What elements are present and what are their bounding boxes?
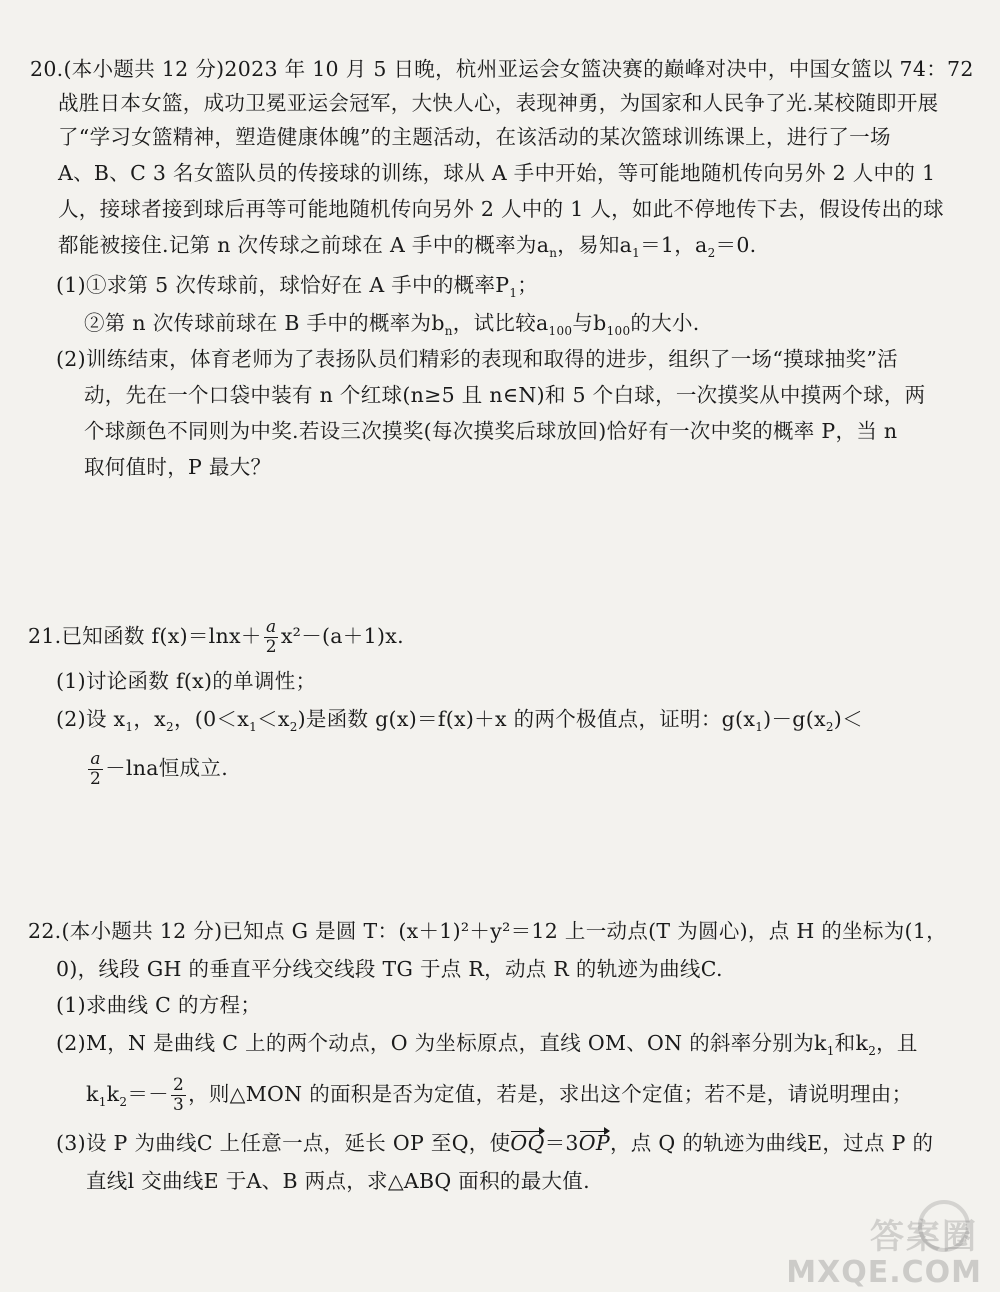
- q20-part-2: (2)训练结束，体育老师为了表扬队员们精彩的表现和取得的进步，组织了一场“摸球抽奖”活: [56, 347, 898, 371]
- q20-part-1: (1)①求第 5 次传球前，球恰好在 A 手中的概率$P_1$；: [56, 273, 539, 301]
- q20-part-1-2: ②第 n 次传球前球在 B 手中的概率为$b_n$，试比较$a_{100}$与$b_{100}$的大小.: [84, 311, 700, 339]
- q20-line-6: 都能被接住.记第 n 次传球之前球在 A 手中的概率为$a_n$，易知$a_1=1$，$a_2=0$.: [58, 233, 757, 261]
- watermark-site: MXQE.COM: [786, 1255, 982, 1290]
- q22-part-3: (3)设 P 为曲线C 上任意一点，延长 OP 至Q，使OQ＝3OP，点 Q 的轨迹为曲线E，过点 P 的: [56, 1128, 933, 1158]
- q22-line-1: 22.(本小题共 12 分)已知点 G 是圆 T：(x＋1)²＋y²＝12 上一动点(T 为圆心)，点 H 的坐标为(1，: [28, 919, 947, 943]
- q22-part-2: (2)M，N 是曲线 C 上的两个动点，O 为坐标原点，直线 OM、ON 的斜率分别为$k_1$和$k_2$，且: [56, 1031, 918, 1059]
- vector-op: OP: [579, 1128, 610, 1158]
- q20-line-3: 了“学习女篮精神，塑造健康体魄”的主题活动，在该活动的某次篮球训练课上，进行了一场: [58, 125, 891, 149]
- watermark-brand: 答案圈: [870, 1217, 978, 1257]
- q21-fraction: $\frac{a}{2}$: [265, 617, 277, 657]
- q20-line-4: A、B、C 3 名女篮队员的传接球的训练，球从 A 手中开始，等可能地随机传向另外 2 人中的 1: [58, 161, 936, 185]
- q20-part-2-line-3: 个球颜色不同则为中奖.若设三次摸奖(每次摸奖后球放回)恰好有一次中奖的概率 P，当 n: [84, 419, 898, 443]
- q22-line-2: 0)，线段 GH 的垂直平分线交线段 TG 于点 R，动点 R 的轨迹为曲线C.: [56, 957, 723, 981]
- q22-part-1: (1)求曲线 C 的方程；: [56, 993, 262, 1017]
- q21-stem-a: 21.已知函数 f(x)＝lnx＋: [28, 624, 262, 648]
- vector-oq: OQ: [510, 1128, 544, 1158]
- q20-line-5: 人，接球者接到球后再等可能地随机传向另外 2 人中的 1 人，如此不停地传下去，假设传出的球: [58, 197, 944, 221]
- q22-part-2-line-2: $k_1k_2=-$ $\frac{2}{3}$ ，则△MON 的面积是否为定值，若是，求出这个定值；若不是，请说明理由；: [86, 1075, 913, 1115]
- q21-p2-fraction: $\frac{a}{2}$: [90, 749, 102, 789]
- q21-part-1: (1)讨论函数 f(x)的单调性；: [56, 669, 317, 693]
- q21-part-2: (2)设 $x_1$，$x_2$，$(0<x_1<x_2)$是函数 g(x)＝f(x)＋x 的两个极值点，证明：$g(x_1)-g(x_2)<$: [56, 707, 863, 735]
- q22-part-3-line-2: 直线l 交曲线E 于A、B 两点，求△ABQ 面积的最大值.: [86, 1169, 590, 1193]
- q20-line-1: 20.(本小题共 12 分)2023 年 10 月 5 日晚，杭州亚运会女篮决赛的巅峰对决中，中国女篮以 74：72: [30, 57, 974, 81]
- q21-part-2-line-2: $\frac{a}{2}$ －lna恒成立.: [90, 749, 229, 789]
- q21-stem-b: x²－(a＋1)x.: [280, 624, 404, 648]
- q20-part-2-line-4: 取何值时，P 最大？: [84, 455, 272, 479]
- q20-part-2-line-2: 动，先在一个口袋中装有 n 个红球(n≥5 且 n∈N)和 5 个白球，一次摸奖从中摸两个球，两: [84, 383, 926, 407]
- q20-line-2: 战胜日本女篮，成功卫冕亚运会冠军，大快人心，表现神勇，为国家和人民争了光.某校随即开展: [58, 91, 939, 115]
- q22-fraction: $\frac{2}{3}$: [172, 1075, 185, 1115]
- q21-stem: [28, 618, 404, 657]
